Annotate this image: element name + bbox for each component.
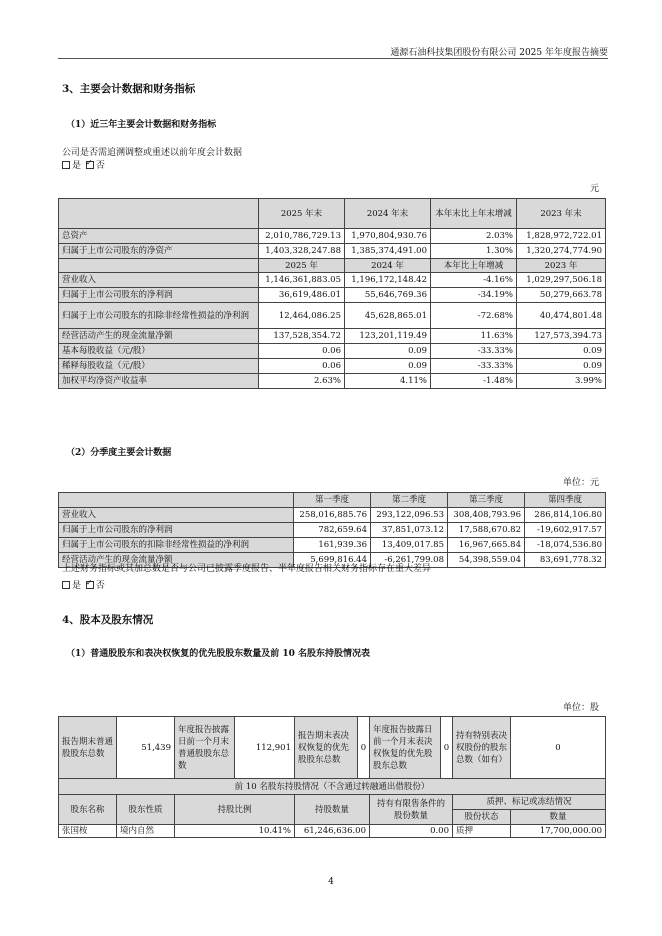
table-row <box>59 344 606 359</box>
table-cell: -1.48% <box>431 374 517 389</box>
table-header-cell: 第四季度 <box>525 493 606 508</box>
table-cell: 0.09 <box>345 359 431 374</box>
row-label: 归属于上市公司股东的扣除非经常性损益的净利润 <box>59 538 294 553</box>
table-row <box>59 288 606 303</box>
option2-no: 否 <box>95 581 105 591</box>
table-cell: 16,967,665.84 <box>448 538 525 553</box>
total-holders-value: 51,439 <box>117 717 175 779</box>
pref-holders-label: 报告期末表决权恢复的优先股股东总数 <box>295 717 358 779</box>
table-cell: 0.06 <box>259 344 345 359</box>
row-label: 归属于上市公司股东的扣除非经常性损益的净利润 <box>59 303 259 329</box>
table-header-cell: 本年比上年增减 <box>431 259 517 273</box>
table-row <box>59 538 606 553</box>
table-header-row <box>59 259 606 273</box>
row-label: 营业收入 <box>59 508 294 523</box>
table-cell: 3.99% <box>517 374 606 389</box>
table-cell: 50,279,663.78 <box>517 288 606 303</box>
table-cell: 11.63% <box>431 329 517 344</box>
shareholder-table <box>58 716 606 838</box>
option-no: 否 <box>95 161 105 171</box>
page-header-title: 通源石油科技集团股份有限公司 2025 年年度报告摘要 <box>390 48 608 58</box>
row-label: 总资产 <box>59 229 259 244</box>
table-row <box>59 329 606 344</box>
table-cell: 2.03% <box>431 229 517 244</box>
table-cell: -33.33% <box>431 359 517 374</box>
table-cell: 293,122,096.53 <box>371 508 448 523</box>
table-cell: 4.11% <box>345 374 431 389</box>
table-cell: 1,029,297,506.18 <box>517 273 606 288</box>
holder-pledge-qty: 17,700,000.00 <box>511 825 606 838</box>
col-holding-ratio: 持股比例 <box>175 795 295 825</box>
table-cell: 123,201,119.49 <box>345 329 431 344</box>
table-cell: 55,646,769.36 <box>345 288 431 303</box>
total-holders-label: 报告期末普通股股东总数 <box>59 717 117 779</box>
table-cell: 2,010,786,729.13 <box>259 229 345 244</box>
table-cell: 45,628,865.01 <box>345 303 431 329</box>
checkbox-icon <box>62 161 70 169</box>
quarterly-table <box>58 492 606 568</box>
prev-month-pref-holders-value: 0 <box>441 717 453 779</box>
table-header-cell: 2024 年末 <box>345 199 431 229</box>
table-cell: 40,474,801.48 <box>517 303 606 329</box>
table-header-cell: 第一季度 <box>294 493 371 508</box>
annual-financial-table <box>58 198 606 389</box>
table-header-cell: 2024 年 <box>345 259 431 273</box>
section4-subtitle-1: （1）普通股股东和表决权恢复的优先股股东数量及前 10 名股东持股情况表 <box>66 649 371 659</box>
restatement-options <box>62 158 105 171</box>
table-cell: 12,464,086.25 <box>259 303 345 329</box>
holder-qty: 61,246,636.00 <box>295 825 370 838</box>
table-cell: 782,659.64 <box>294 523 371 538</box>
prev-month-pref-holders-label: 年度报告披露日前一个月末表决权恢复的优先股股东总数 <box>370 717 441 779</box>
checkbox-icon <box>62 581 70 589</box>
header-divider <box>58 58 608 59</box>
page-number: 4 <box>328 877 334 887</box>
holder-status: 质押 <box>453 825 511 838</box>
col-holding-qty: 持股数量 <box>295 795 370 825</box>
table-cell: 1,403,328,247.88 <box>259 244 345 259</box>
row-label: 经营活动产生的现金流量净额 <box>59 329 259 344</box>
table-cell: 286,814,106.80 <box>525 508 606 523</box>
table-header-cell: 2025 年 <box>259 259 345 273</box>
table-cell: -72.68% <box>431 303 517 329</box>
option-yes: 是 <box>72 161 82 171</box>
table-header-cell: 第三季度 <box>448 493 525 508</box>
table-cell: -34.19% <box>431 288 517 303</box>
table-cell: 0.09 <box>517 359 606 374</box>
table-cell: 1,320,274,774.90 <box>517 244 606 259</box>
unit-label-2: 单位：元 <box>562 478 599 488</box>
table-cell: 1,970,804,930.76 <box>345 229 431 244</box>
table-cell: 36,619,486.01 <box>259 288 345 303</box>
table-row <box>59 303 606 329</box>
table-cell: 0.09 <box>517 344 606 359</box>
difference-question: 上述财务指标或其加总数是否与公司已披露季度报告、半年度报告相关财务指标存在重大差异 <box>62 564 432 574</box>
table-row <box>59 359 606 374</box>
col-holder-type: 股东性质 <box>117 795 175 825</box>
table-cell: -6,261,799.08 <box>371 553 448 568</box>
table-cell: 0.09 <box>345 344 431 359</box>
table-header-cell: 2025 年末 <box>259 199 345 229</box>
row-label: 营业收入 <box>59 273 259 288</box>
checked-box-icon <box>86 161 94 169</box>
table-cell: 1,146,361,883.05 <box>259 273 345 288</box>
table-cell: 83,691,778.32 <box>525 553 606 568</box>
option2-yes: 是 <box>72 581 82 591</box>
table-cell: 137,528,354.72 <box>259 329 345 344</box>
special-voting-holders-value: 0 <box>511 717 606 779</box>
table-row <box>59 374 606 389</box>
table-row <box>59 523 606 538</box>
table-cell: 308,408,793.96 <box>448 508 525 523</box>
table-row <box>59 273 606 288</box>
prev-month-holders-label: 年度报告披露日前一个月末普通股股东总数 <box>175 717 235 779</box>
row-label: 归属于上市公司股东的净资产 <box>59 244 259 259</box>
table-cell: 1,385,374,491.00 <box>345 244 431 259</box>
table-header-row <box>59 493 606 508</box>
table-cell: 1,196,172,148.42 <box>345 273 431 288</box>
table-cell: 1.30% <box>431 244 517 259</box>
table-cell: 2.63% <box>259 374 345 389</box>
restatement-question: 公司是否需追溯调整或重述以前年度会计数据 <box>62 148 243 158</box>
holder-restricted: 0.00 <box>370 825 453 838</box>
table-cell: 258,016,885.76 <box>294 508 371 523</box>
checked-box-icon <box>86 581 94 589</box>
table-header-cell: 2023 年 <box>517 259 606 273</box>
col-share-status: 股份状态 <box>453 810 511 825</box>
row-label: 经营活动产生的现金流量净额 <box>59 553 294 568</box>
col-pledge-group: 质押、标记或冻结情况 <box>453 795 606 810</box>
table-header-row <box>59 199 606 229</box>
table-cell: 13,409,017.85 <box>371 538 448 553</box>
row-label: 稀释每股收益（元/股） <box>59 359 259 374</box>
table-row <box>59 244 606 259</box>
section4-title: 4、股本及股东情况 <box>62 614 154 626</box>
difference-options <box>62 578 105 591</box>
table-header-cell <box>59 259 259 273</box>
top10-banner: 前 10 名股东持股情况（不含通过转融通出借股份） <box>59 779 606 795</box>
table-cell: 0.06 <box>259 359 345 374</box>
row-label: 加权平均净资产收益率 <box>59 374 259 389</box>
table-header-cell <box>59 493 294 508</box>
table-cell: -19,602,917.57 <box>525 523 606 538</box>
section3-title: 3、主要会计数据和财务指标 <box>62 83 196 95</box>
special-voting-holders-label: 持有特别表决权股份的股东总数（如有） <box>453 717 511 779</box>
table-cell: -33.33% <box>431 344 517 359</box>
table-cell: 1,828,972,722.01 <box>517 229 606 244</box>
col-pledge-qty: 数量 <box>511 810 606 825</box>
table-header-cell: 第二季度 <box>371 493 448 508</box>
table-row <box>59 508 606 523</box>
table-header-cell <box>59 199 259 229</box>
row-label: 归属于上市公司股东的净利润 <box>59 523 294 538</box>
table-cell: 5,699,816.44 <box>294 553 371 568</box>
table-header-cell: 本年末比上年末增减 <box>431 199 517 229</box>
section3-subtitle-1: （1）近三年主要会计数据和财务指标 <box>66 120 217 130</box>
table-cell: 17,588,670.82 <box>448 523 525 538</box>
row-label: 基本每股收益（元/股） <box>59 344 259 359</box>
unit-label-3: 单位：股 <box>562 703 599 713</box>
table-row <box>59 229 606 244</box>
holder-name: 张国桉 <box>59 825 117 838</box>
section3-subtitle-2: （2）分季度主要会计数据 <box>66 448 172 458</box>
col-restricted-qty: 持有有限售条件的股份数量 <box>370 795 453 825</box>
row-label: 归属于上市公司股东的净利润 <box>59 288 259 303</box>
col-holder-name: 股东名称 <box>59 795 117 825</box>
table-header-cell: 2023 年末 <box>517 199 606 229</box>
table-cell: 37,851,073.12 <box>371 523 448 538</box>
table-cell: -4.16% <box>431 273 517 288</box>
unit-label: 元 <box>589 184 599 194</box>
prev-month-holders-value: 112,901 <box>235 717 295 779</box>
holder-ratio: 10.41% <box>175 825 295 838</box>
table-cell: 161,939.36 <box>294 538 371 553</box>
table-cell: 54,398,559.04 <box>448 553 525 568</box>
table-cell: 127,573,394.73 <box>517 329 606 344</box>
table-cell: -18,074,536.80 <box>525 538 606 553</box>
holder-type: 境内自然 <box>117 825 175 838</box>
pref-holders-value: 0 <box>358 717 370 779</box>
